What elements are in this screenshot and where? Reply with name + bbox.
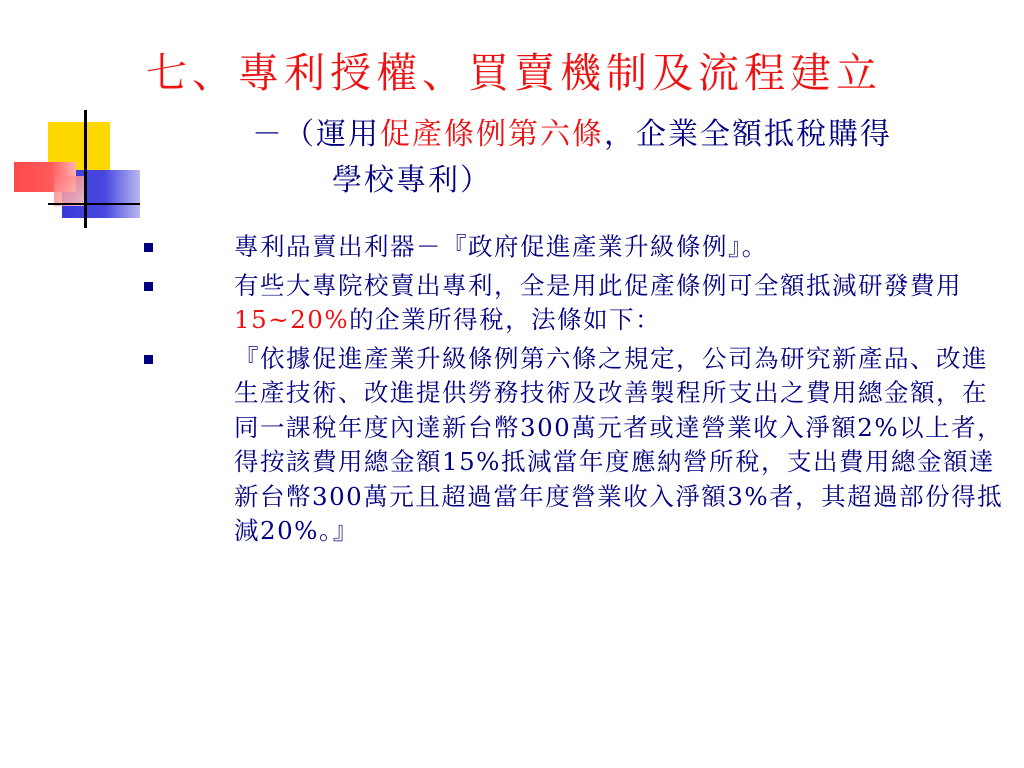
bullet-text: 專利品賣出利器－『政府促進產業升級條例』。 — [234, 232, 768, 261]
square-bullet-icon — [144, 243, 153, 252]
subtitle-prefix: －（運用 — [252, 117, 380, 152]
bullet-item-3 — [140, 342, 1010, 549]
square-bullet-icon — [144, 282, 153, 291]
subtitle-line-2: 學校專利） — [332, 163, 492, 198]
vertical-line-decoration — [84, 110, 87, 228]
bullet-item-2 — [140, 269, 1010, 338]
slide-title: 七、專利授權、買賣機制及流程建立 — [146, 49, 882, 97]
horizontal-line-decoration — [48, 203, 140, 205]
subtitle-suffix: ，企業全額抵稅購得 — [604, 117, 892, 152]
bullet-text: 『依據促進產業升級條例第六條之規定，公司為研究新產品、改進生產技術、改進提供勞務技術及改善製程所支出之費用總金額，在同一課稅年度內達新台幣300萬元者或達營業收入淨額2%以上者，得按該費用總金額15%抵減當年度應納營所稅，支出費用總金額達新台幣300萬元且超過當年度營業收入淨額3%者，其超過部份得抵減20%。』 — [234, 343, 1004, 545]
red-fade-decoration — [54, 176, 84, 206]
bullet-text-before: 有些大專院校賣出專利，全是用此促產條例可全額抵減研發費用 — [234, 270, 962, 300]
bullet-highlight-percent: 15~20% — [234, 305, 350, 334]
bullet-list — [140, 230, 1010, 553]
bullet-item-1 — [140, 230, 1010, 265]
slide-subtitle — [252, 112, 1012, 204]
subtitle-highlight: 促產條例第六條 — [380, 117, 604, 152]
square-bullet-icon — [144, 355, 153, 364]
bullet-text-after: 的企業所得稅，法條如下： — [349, 305, 662, 334]
